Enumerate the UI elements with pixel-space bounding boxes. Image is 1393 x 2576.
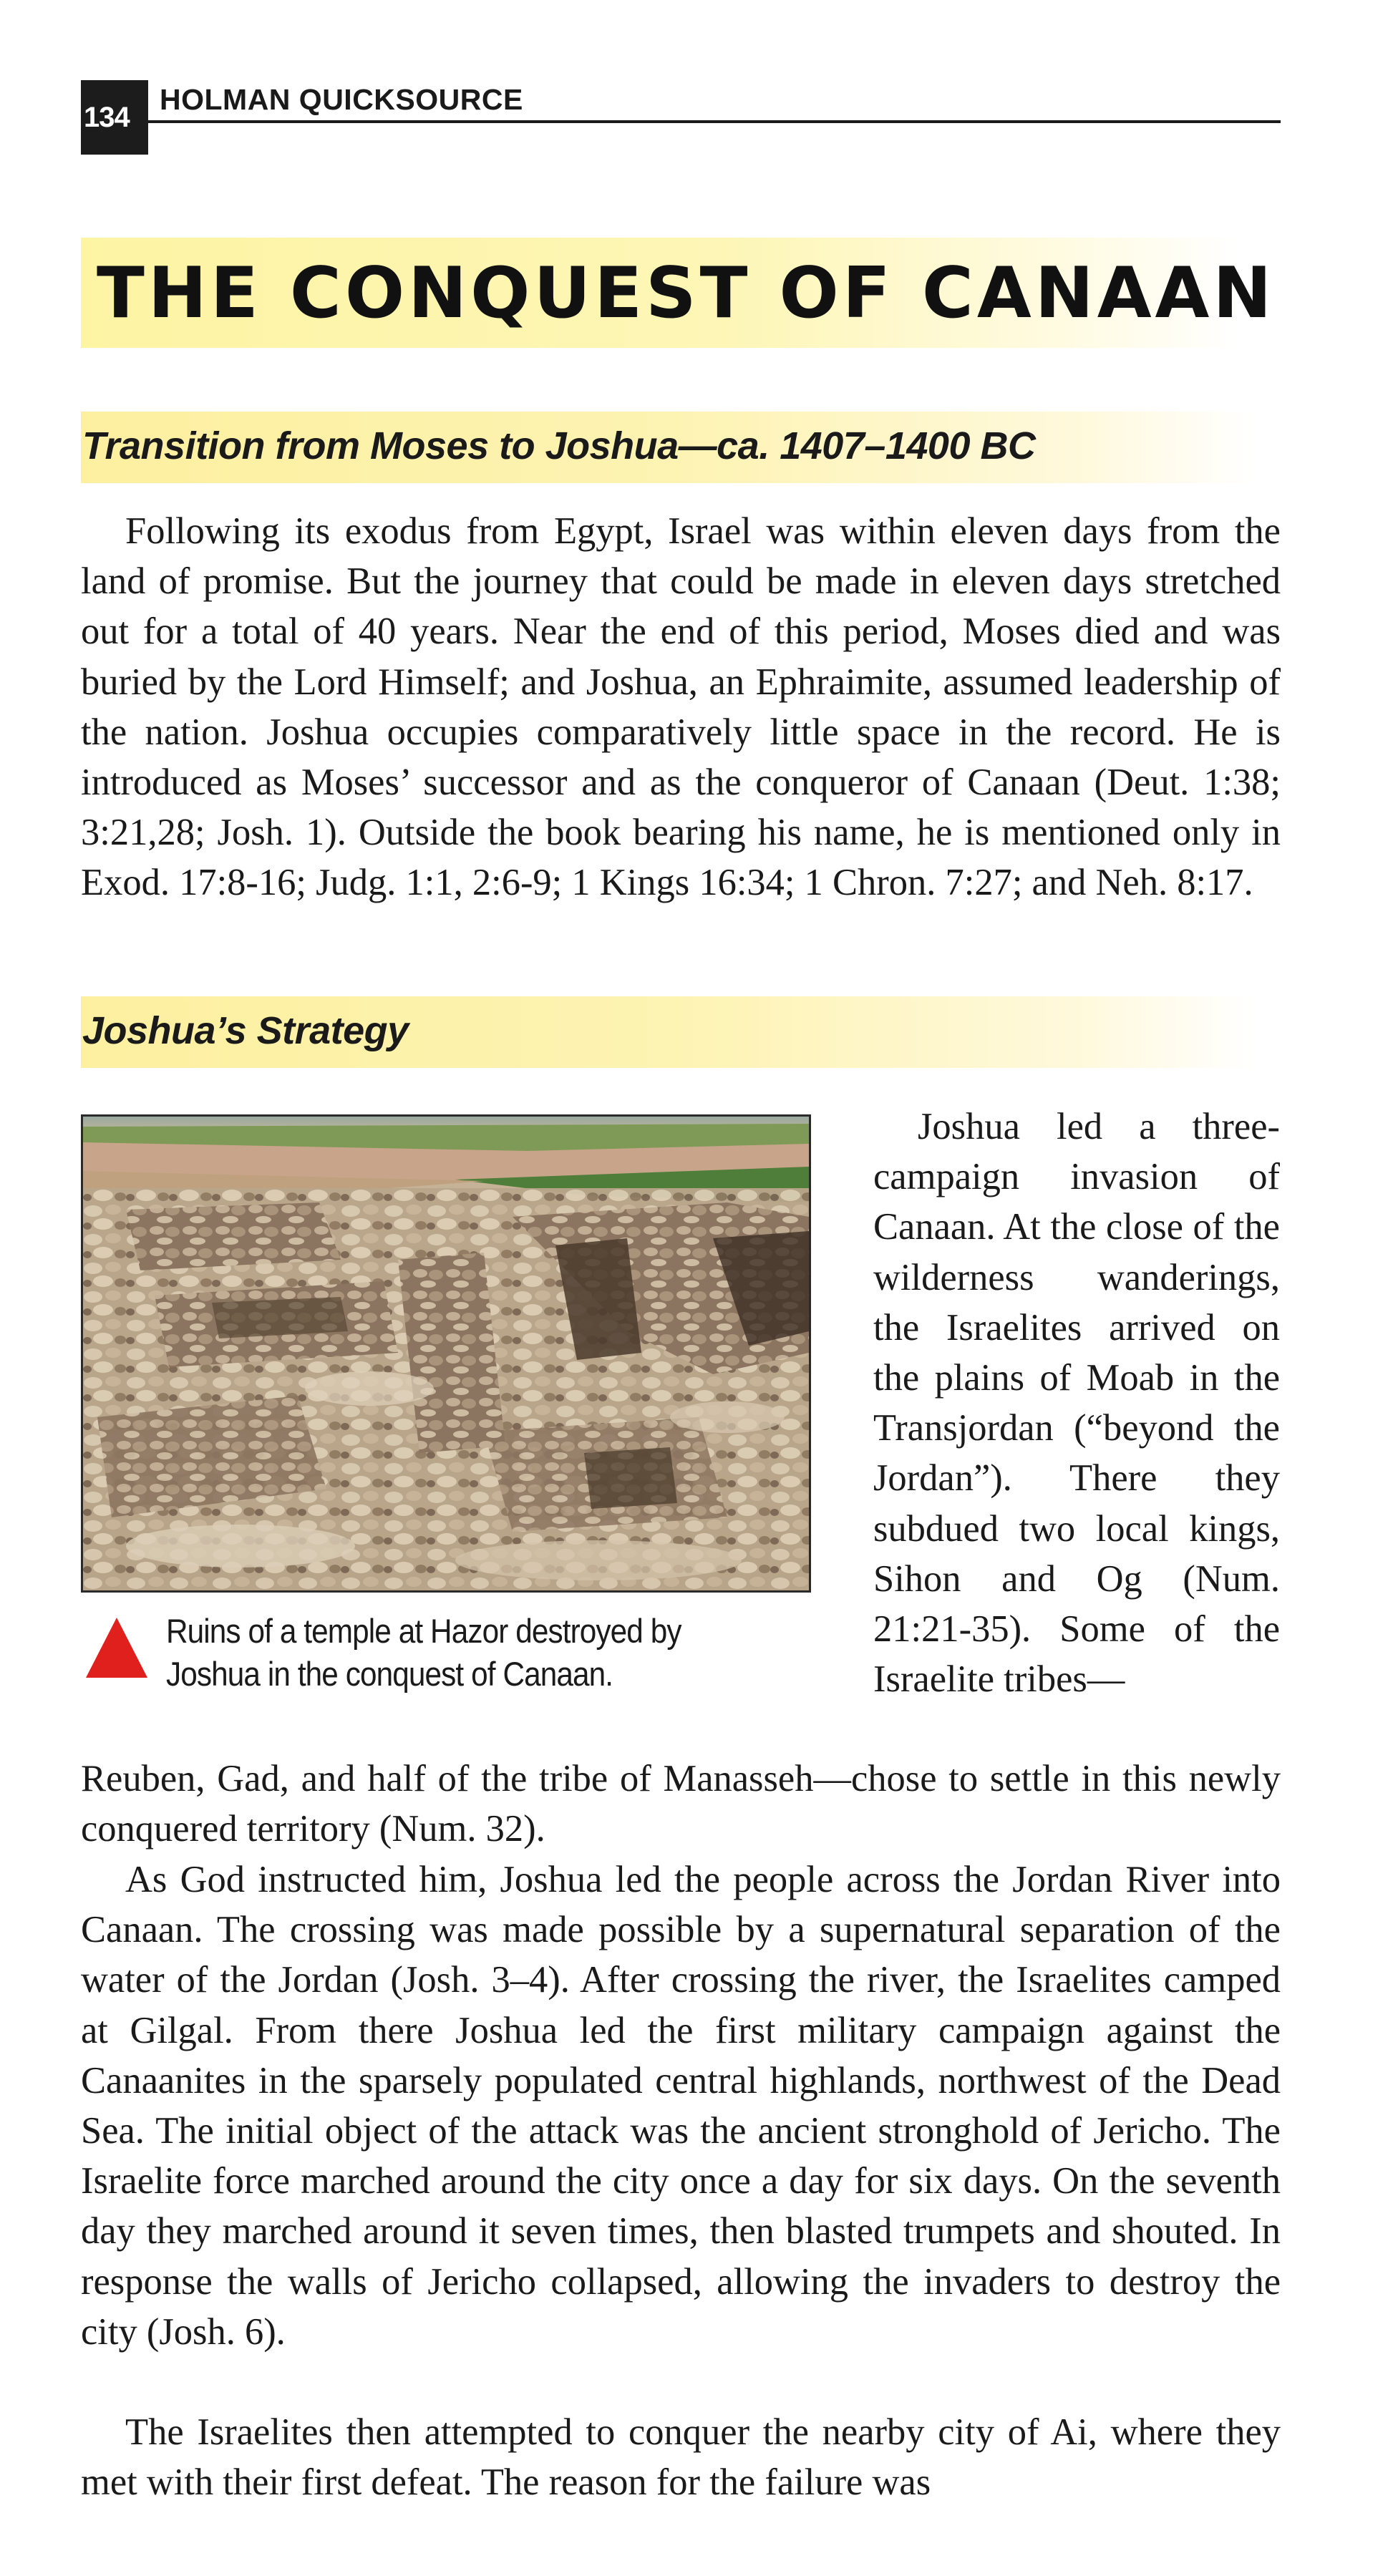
caption-triangle-icon	[84, 1616, 149, 1679]
header-rule	[148, 120, 1281, 123]
section-heading-strategy: Joshua’s Strategy	[82, 1009, 409, 1052]
running-header	[81, 80, 1281, 155]
section-heading-transition: Transition from Moses to Joshua—ca. 1407–1400 BC	[82, 424, 1036, 467]
paragraph-transition: Following its exodus from Egypt, Israel was within eleven days from the land of promise. But the journey that could be made in eleven days stretched out for a total of 40 years. Near the end of this period, Moses died and was buried by the Lord Himself; and Joshua, an Ephraimite, assumed leadership of the nation. Joshua occupies comparatively little space in the record. He is introduced as Moses’ successor and as the conqueror of Canaan (Deut. 1:38; 3:21,28; Josh. 1). Outside the book bearing his name, he is mentioned only in Exod. 17:8-16; Judg. 1:1, 2:6-9; 1 Kings 16:34; 1 Chron. 7:27; and Neh. 8:17.	[81, 510, 1281, 904]
paragraph-strategy-continuation: Reuben, Gad, and half of the tribe of Manasseh—chose to settle in this newly conquered territory (Num. 32).	[81, 1758, 1281, 1850]
chapter-title: THE CONQUEST OF CANAAN	[97, 253, 1276, 334]
paragraph-ai: The Israelites then attempted to conquer the nearby city of Ai, where they met with their first defeat. The reason for the failure was	[81, 2411, 1281, 2504]
photo-caption: Ruins of a temple at Hazor destroyed by Joshua in the conquest of Canaan.	[166, 1612, 681, 1693]
hazor-ruins-image	[83, 1117, 809, 1590]
series-title: HOLMAN QUICKSOURCE	[160, 83, 523, 116]
paragraph-strategy-column: Joshua led a three-campaign invasion of Canaan. At the close of the wilderness wanderings, the Israelites arrived on the plains of Moab in the Transjordan (“beyond the Jordan”). There they subdued two local kings, Sihon and Og (Num. 21:21-35). Some of the Israelite tribes—	[873, 1106, 1280, 1701]
paragraph-jordan-crossing: As God instructed him, Joshua led the people across the Jordan River into Canaan. The crossing was made possible by a supernatural separation of the water of the Jordan (Josh. 3–4). After crossing the river, the Israelites camped at Gilgal. From there Joshua led the first military campaign against the Canaanites in the sparsely populated central highlands, northwest of the Dead Sea. The initial object of the attack was the ancient stronghold of Jericho. The Israelite force marched around the city once a day for six days. On the seventh day they marched around it seven times, then blasted trumpets and shouted. In response the walls of Jericho collapsed, allowing the invaders to destroy the city (Josh. 6).	[81, 1859, 1281, 2353]
hazor-ruins-photo	[81, 1114, 811, 1593]
page-number: 134	[81, 80, 148, 155]
